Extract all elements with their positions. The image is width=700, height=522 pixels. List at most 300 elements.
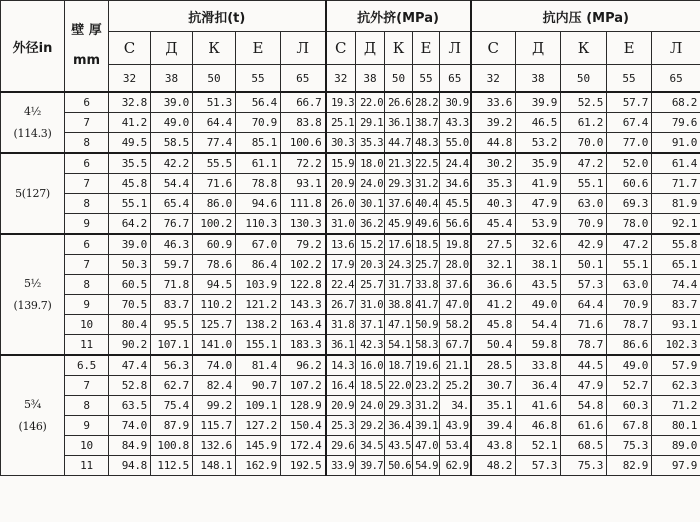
collapse-resistance-cell: 47.0 (440, 295, 471, 315)
collapse-resistance-cell: 36.2 (356, 214, 385, 235)
collapse-resistance-cell: 24.4 (440, 153, 471, 174)
slip-resistance-cell: 107.1 (151, 335, 193, 356)
burst-pressure-cell: 68.2 (652, 92, 700, 113)
slip-resistance-cell: 83.7 (151, 295, 193, 315)
slip-resistance-cell: 64.4 (193, 113, 236, 133)
burst-pressure-cell: 74.4 (652, 275, 700, 295)
collapse-resistance-cell: 14.3 (326, 355, 356, 376)
slip-resistance-cell: 109.1 (236, 396, 281, 416)
wall-thickness-cell: 8 (65, 194, 109, 214)
burst-pressure-cell: 46.5 (516, 113, 561, 133)
outer-diameter-header: 外径in (1, 1, 65, 93)
collapse-resistance-cell: 50.9 (413, 315, 440, 335)
table-row (1, 315, 700, 335)
slip-resistance-cell: 60.9 (193, 234, 236, 255)
group-header-slip: 抗滑扣(t) (109, 1, 326, 32)
burst-pressure-cell: 63.0 (607, 275, 652, 295)
collapse-resistance-cell: 25.2 (440, 376, 471, 396)
burst-pressure-cell: 60.3 (607, 396, 652, 416)
slip-resistance-cell: 62.7 (151, 376, 193, 396)
slip-resistance-cell: 122.8 (281, 275, 326, 295)
grade-code: 50 (561, 65, 607, 93)
burst-pressure-cell: 39.4 (471, 416, 516, 436)
burst-pressure-cell: 47.9 (561, 376, 607, 396)
wall-thickness-cell: 7 (65, 174, 109, 194)
slip-resistance-cell: 78.6 (193, 255, 236, 275)
burst-pressure-cell: 54.8 (561, 396, 607, 416)
wall-thickness-cell: 11 (65, 456, 109, 476)
collapse-resistance-cell: 31.0 (356, 295, 385, 315)
table-row (1, 355, 700, 376)
burst-pressure-cell: 36.6 (471, 275, 516, 295)
collapse-resistance-cell: 22.0 (356, 92, 385, 113)
burst-pressure-cell: 55.8 (652, 234, 700, 255)
burst-pressure-cell: 55.1 (561, 174, 607, 194)
collapse-resistance-cell: 54.9 (413, 456, 440, 476)
collapse-resistance-cell: 21.3 (385, 153, 413, 174)
burst-pressure-cell: 33.8 (516, 355, 561, 376)
burst-pressure-cell: 61.4 (652, 153, 700, 174)
slip-resistance-cell: 96.2 (281, 355, 326, 376)
table-row (1, 92, 700, 113)
collapse-resistance-cell: 18.5 (356, 376, 385, 396)
burst-pressure-cell: 41.6 (516, 396, 561, 416)
grade-code: 65 (652, 65, 700, 93)
wall-thickness-cell: 10 (65, 315, 109, 335)
burst-pressure-cell: 71.2 (652, 396, 700, 416)
slip-resistance-cell: 80.4 (109, 315, 151, 335)
grade-code: 65 (281, 65, 326, 93)
collapse-resistance-cell: 26.6 (385, 92, 413, 113)
outer-diameter-line: (139.7) (13, 298, 52, 312)
wall-thickness-cell: 8 (65, 133, 109, 154)
slip-resistance-cell: 49.5 (109, 133, 151, 154)
burst-pressure-cell: 48.2 (471, 456, 516, 476)
slip-resistance-cell: 66.7 (281, 92, 326, 113)
collapse-resistance-cell: 19.6 (413, 355, 440, 376)
burst-pressure-cell: 32.6 (516, 234, 561, 255)
collapse-resistance-cell: 36.4 (385, 416, 413, 436)
grade-code: 55 (607, 65, 652, 93)
burst-pressure-cell: 54.4 (516, 315, 561, 335)
burst-pressure-cell: 79.6 (652, 113, 700, 133)
collapse-resistance-cell: 22.5 (413, 153, 440, 174)
burst-pressure-cell: 57.7 (607, 92, 652, 113)
slip-resistance-cell: 56.3 (151, 355, 193, 376)
burst-pressure-cell: 86.6 (607, 335, 652, 356)
collapse-resistance-cell: 26.7 (326, 295, 356, 315)
grade-header: К (561, 32, 607, 65)
wall-thickness-cell: 8 (65, 275, 109, 295)
collapse-resistance-cell: 19.3 (326, 92, 356, 113)
burst-pressure-cell: 44.5 (561, 355, 607, 376)
slip-resistance-cell: 145.9 (236, 436, 281, 456)
burst-pressure-cell: 30.7 (471, 376, 516, 396)
slip-resistance-cell: 100.2 (193, 214, 236, 235)
outer-diameter-cell (1, 153, 65, 234)
collapse-resistance-cell: 25.7 (356, 275, 385, 295)
burst-pressure-cell: 33.6 (471, 92, 516, 113)
slip-resistance-cell: 128.9 (281, 396, 326, 416)
table-row (1, 234, 700, 255)
collapse-resistance-cell: 38.7 (413, 113, 440, 133)
collapse-resistance-cell: 24.0 (356, 396, 385, 416)
slip-resistance-cell: 81.4 (236, 355, 281, 376)
slip-resistance-cell: 46.3 (151, 234, 193, 255)
collapse-resistance-cell: 43.5 (385, 436, 413, 456)
collapse-resistance-cell: 29.3 (385, 396, 413, 416)
grade-header: С (109, 32, 151, 65)
burst-pressure-cell: 70.9 (607, 295, 652, 315)
collapse-resistance-cell: 58.3 (413, 335, 440, 356)
table-row (1, 396, 700, 416)
collapse-resistance-cell: 31.8 (326, 315, 356, 335)
burst-pressure-cell: 69.3 (607, 194, 652, 214)
slip-resistance-cell: 99.2 (193, 396, 236, 416)
collapse-resistance-cell: 55.0 (440, 133, 471, 154)
slip-resistance-cell: 94.8 (109, 456, 151, 476)
collapse-resistance-cell: 26.0 (326, 194, 356, 214)
burst-pressure-cell: 78.7 (561, 335, 607, 356)
wall-thickness-cell: 6.5 (65, 355, 109, 376)
collapse-resistance-cell: 15.9 (326, 153, 356, 174)
slip-resistance-cell: 94.5 (193, 275, 236, 295)
collapse-resistance-cell: 45.9 (385, 214, 413, 235)
wall-thickness-cell: 9 (65, 416, 109, 436)
collapse-resistance-cell: 23.2 (413, 376, 440, 396)
table-row (1, 214, 700, 235)
slip-resistance-cell: 58.5 (151, 133, 193, 154)
wall-thickness-cell: 9 (65, 295, 109, 315)
table-row (1, 436, 700, 456)
burst-pressure-cell: 28.5 (471, 355, 516, 376)
slip-resistance-cell: 49.0 (151, 113, 193, 133)
slip-resistance-cell: 55.1 (109, 194, 151, 214)
table-row (1, 194, 700, 214)
collapse-resistance-cell: 16.4 (326, 376, 356, 396)
collapse-resistance-cell: 56.6 (440, 214, 471, 235)
grade-code: 65 (440, 65, 471, 93)
slip-resistance-cell: 35.5 (109, 153, 151, 174)
burst-pressure-cell: 83.7 (652, 295, 700, 315)
grade-header: К (385, 32, 413, 65)
burst-pressure-cell: 92.1 (652, 214, 700, 235)
grade-header: Л (440, 32, 471, 65)
collapse-resistance-cell: 25.7 (413, 255, 440, 275)
burst-pressure-cell: 93.1 (652, 315, 700, 335)
table-header (1, 1, 700, 93)
collapse-resistance-cell: 24.3 (385, 255, 413, 275)
burst-pressure-cell: 78.0 (607, 214, 652, 235)
slip-resistance-cell: 143.3 (281, 295, 326, 315)
burst-pressure-cell: 67.4 (607, 113, 652, 133)
collapse-resistance-cell: 47.1 (385, 315, 413, 335)
burst-pressure-cell: 35.9 (516, 153, 561, 174)
grade-header: Е (236, 32, 281, 65)
collapse-resistance-cell: 34. (440, 396, 471, 416)
slip-resistance-cell: 70.5 (109, 295, 151, 315)
slip-resistance-cell: 60.5 (109, 275, 151, 295)
wall-thickness-cell: 8 (65, 396, 109, 416)
grade-header: Д (151, 32, 193, 65)
collapse-resistance-cell: 36.1 (326, 335, 356, 356)
collapse-resistance-cell: 34.5 (356, 436, 385, 456)
slip-resistance-cell: 110.2 (193, 295, 236, 315)
burst-pressure-cell: 27.5 (471, 234, 516, 255)
slip-resistance-cell: 71.8 (151, 275, 193, 295)
collapse-resistance-cell: 29.2 (356, 416, 385, 436)
collapse-resistance-cell: 62.9 (440, 456, 471, 476)
burst-pressure-cell: 53.2 (516, 133, 561, 154)
grade-code: 32 (326, 65, 356, 93)
burst-pressure-cell: 45.4 (471, 214, 516, 235)
burst-pressure-cell: 47.2 (561, 153, 607, 174)
slip-resistance-cell: 32.8 (109, 92, 151, 113)
collapse-resistance-cell: 30.1 (356, 194, 385, 214)
collapse-resistance-cell: 15.2 (356, 234, 385, 255)
burst-pressure-cell: 50.4 (471, 335, 516, 356)
burst-pressure-cell: 64.4 (561, 295, 607, 315)
grade-code: 50 (193, 65, 236, 93)
burst-pressure-cell: 36.4 (516, 376, 561, 396)
wall-thickness-cell: 11 (65, 335, 109, 356)
burst-pressure-cell: 42.9 (561, 234, 607, 255)
burst-pressure-cell: 50.1 (561, 255, 607, 275)
slip-resistance-cell: 71.6 (193, 174, 236, 194)
collapse-resistance-cell: 54.1 (385, 335, 413, 356)
slip-resistance-cell: 67.0 (236, 234, 281, 255)
collapse-resistance-cell: 17.6 (385, 234, 413, 255)
slip-resistance-cell: 107.2 (281, 376, 326, 396)
collapse-resistance-cell: 22.0 (385, 376, 413, 396)
burst-pressure-cell: 38.1 (516, 255, 561, 275)
burst-pressure-cell: 46.8 (516, 416, 561, 436)
collapse-resistance-cell: 37.6 (440, 275, 471, 295)
burst-pressure-cell: 65.1 (652, 255, 700, 275)
collapse-resistance-cell: 25.3 (326, 416, 356, 436)
slip-resistance-cell: 111.8 (281, 194, 326, 214)
collapse-resistance-cell: 28.0 (440, 255, 471, 275)
outer-diameter-line: (114.3) (13, 126, 52, 140)
slip-resistance-cell: 115.7 (193, 416, 236, 436)
burst-pressure-cell: 61.6 (561, 416, 607, 436)
collapse-resistance-cell: 40.4 (413, 194, 440, 214)
collapse-resistance-cell: 30.9 (440, 92, 471, 113)
table-row (1, 376, 700, 396)
slip-resistance-cell: 87.9 (151, 416, 193, 436)
table-row (1, 416, 700, 436)
collapse-resistance-cell: 36.1 (385, 113, 413, 133)
collapse-resistance-cell: 16.0 (356, 355, 385, 376)
slip-resistance-cell: 130.3 (281, 214, 326, 235)
outer-diameter-cell (1, 234, 65, 355)
burst-pressure-cell: 49.0 (516, 295, 561, 315)
grade-code: 55 (413, 65, 440, 93)
burst-pressure-cell: 97.9 (652, 456, 700, 476)
collapse-resistance-cell: 24.0 (356, 174, 385, 194)
slip-resistance-cell: 94.6 (236, 194, 281, 214)
slip-resistance-cell: 121.2 (236, 295, 281, 315)
slip-resistance-cell: 125.7 (193, 315, 236, 335)
burst-pressure-cell: 89.0 (652, 436, 700, 456)
grade-code: 38 (151, 65, 193, 93)
wall-thickness-cell: 6 (65, 234, 109, 255)
slip-resistance-cell: 72.2 (281, 153, 326, 174)
collapse-resistance-cell: 38.8 (385, 295, 413, 315)
slip-resistance-cell: 39.0 (151, 92, 193, 113)
slip-resistance-cell: 78.8 (236, 174, 281, 194)
slip-resistance-cell: 155.1 (236, 335, 281, 356)
collapse-resistance-cell: 30.3 (326, 133, 356, 154)
slip-resistance-cell: 95.5 (151, 315, 193, 335)
slip-resistance-cell: 110.3 (236, 214, 281, 235)
burst-pressure-cell: 57.3 (516, 456, 561, 476)
slip-resistance-cell: 59.7 (151, 255, 193, 275)
slip-resistance-cell: 42.2 (151, 153, 193, 174)
collapse-resistance-cell: 39.7 (356, 456, 385, 476)
slip-resistance-cell: 86.0 (193, 194, 236, 214)
slip-resistance-cell: 192.5 (281, 456, 326, 476)
collapse-resistance-cell: 18.5 (413, 234, 440, 255)
slip-resistance-cell: 51.3 (193, 92, 236, 113)
grade-header: Л (281, 32, 326, 65)
collapse-resistance-cell: 37.6 (385, 194, 413, 214)
collapse-resistance-cell: 33.8 (413, 275, 440, 295)
wall-thickness-cell: 7 (65, 255, 109, 275)
burst-pressure-cell: 62.3 (652, 376, 700, 396)
slip-resistance-cell: 74.0 (193, 355, 236, 376)
outer-diameter-line: 4½ (23, 104, 42, 118)
table-row (1, 113, 700, 133)
slip-resistance-cell: 100.6 (281, 133, 326, 154)
collapse-resistance-cell: 22.4 (326, 275, 356, 295)
burst-pressure-cell: 35.1 (471, 396, 516, 416)
grade-header: С (471, 32, 516, 65)
burst-pressure-cell: 39.9 (516, 92, 561, 113)
table-row (1, 153, 700, 174)
table-row (1, 255, 700, 275)
collapse-resistance-cell: 49.6 (413, 214, 440, 235)
collapse-resistance-cell: 20.9 (326, 396, 356, 416)
burst-pressure-cell: 41.9 (516, 174, 561, 194)
burst-pressure-cell: 77.0 (607, 133, 652, 154)
slip-resistance-cell: 65.4 (151, 194, 193, 214)
grade-header: С (326, 32, 356, 65)
slip-resistance-cell: 61.1 (236, 153, 281, 174)
slip-resistance-cell: 56.4 (236, 92, 281, 113)
collapse-resistance-cell: 29.1 (356, 113, 385, 133)
burst-pressure-cell: 57.3 (561, 275, 607, 295)
burst-pressure-cell: 70.9 (561, 214, 607, 235)
wall-thickness-cell: 7 (65, 113, 109, 133)
collapse-resistance-cell: 29.6 (326, 436, 356, 456)
grade-code: 55 (236, 65, 281, 93)
slip-resistance-cell: 162.9 (236, 456, 281, 476)
slip-resistance-cell: 55.5 (193, 153, 236, 174)
burst-pressure-cell: 68.5 (561, 436, 607, 456)
burst-pressure-cell: 78.7 (607, 315, 652, 335)
slip-resistance-cell: 41.2 (109, 113, 151, 133)
slip-resistance-cell: 63.5 (109, 396, 151, 416)
burst-pressure-cell: 41.2 (471, 295, 516, 315)
outer-diameter-line: (146) (18, 419, 47, 433)
burst-pressure-cell: 43.5 (516, 275, 561, 295)
collapse-resistance-cell: 18.0 (356, 153, 385, 174)
grade-header: Д (356, 32, 385, 65)
grade-header: Д (516, 32, 561, 65)
outer-diameter-line: 5(127) (15, 186, 50, 200)
burst-pressure-cell: 52.0 (607, 153, 652, 174)
outer-diameter-cell (1, 92, 65, 153)
slip-resistance-cell: 79.2 (281, 234, 326, 255)
burst-pressure-cell: 39.2 (471, 113, 516, 133)
grade-code: 50 (385, 65, 413, 93)
collapse-resistance-cell: 29.3 (385, 174, 413, 194)
slip-resistance-cell: 83.8 (281, 113, 326, 133)
grade-header: Л (652, 32, 700, 65)
collapse-resistance-cell: 21.1 (440, 355, 471, 376)
collapse-resistance-cell: 43.3 (440, 113, 471, 133)
slip-resistance-cell: 150.4 (281, 416, 326, 436)
burst-pressure-cell: 102.3 (652, 335, 700, 356)
burst-pressure-cell: 60.6 (607, 174, 652, 194)
slip-resistance-cell: 138.2 (236, 315, 281, 335)
collapse-resistance-cell: 25.1 (326, 113, 356, 133)
slip-resistance-cell: 84.9 (109, 436, 151, 456)
slip-resistance-cell: 70.9 (236, 113, 281, 133)
collapse-resistance-cell: 41.7 (413, 295, 440, 315)
wall-thickness-cell: 6 (65, 153, 109, 174)
slip-resistance-cell: 141.0 (193, 335, 236, 356)
grade-code: 38 (516, 65, 561, 93)
collapse-resistance-cell: 17.9 (326, 255, 356, 275)
burst-pressure-cell: 49.0 (607, 355, 652, 376)
burst-pressure-cell: 55.1 (607, 255, 652, 275)
collapse-resistance-cell: 35.3 (356, 133, 385, 154)
slip-resistance-cell: 163.4 (281, 315, 326, 335)
table-row (1, 133, 700, 154)
burst-pressure-cell: 30.2 (471, 153, 516, 174)
burst-pressure-cell: 32.1 (471, 255, 516, 275)
slip-resistance-cell: 86.4 (236, 255, 281, 275)
collapse-resistance-cell: 50.6 (385, 456, 413, 476)
grade-header: Е (607, 32, 652, 65)
burst-pressure-cell: 35.3 (471, 174, 516, 194)
collapse-resistance-cell: 42.3 (356, 335, 385, 356)
outer-diameter-cell (1, 355, 65, 476)
burst-pressure-cell: 82.9 (607, 456, 652, 476)
slip-resistance-cell: 45.8 (109, 174, 151, 194)
group-header-collapse: 抗外挤(MPa) (326, 1, 471, 32)
burst-pressure-cell: 70.0 (561, 133, 607, 154)
collapse-resistance-cell: 67.7 (440, 335, 471, 356)
collapse-resistance-cell: 47.0 (413, 436, 440, 456)
burst-pressure-cell: 71.7 (652, 174, 700, 194)
slip-resistance-cell: 127.2 (236, 416, 281, 436)
slip-resistance-cell: 132.6 (193, 436, 236, 456)
collapse-resistance-cell: 18.7 (385, 355, 413, 376)
burst-pressure-cell: 75.3 (561, 456, 607, 476)
slip-resistance-cell: 52.8 (109, 376, 151, 396)
collapse-resistance-cell: 13.6 (326, 234, 356, 255)
burst-pressure-cell: 53.9 (516, 214, 561, 235)
collapse-resistance-cell: 53.4 (440, 436, 471, 456)
collapse-resistance-cell: 58.2 (440, 315, 471, 335)
grade-code: 38 (356, 65, 385, 93)
burst-pressure-cell: 47.9 (516, 194, 561, 214)
outer-diameter-line: 5¾ (23, 397, 42, 411)
slip-resistance-cell: 54.4 (151, 174, 193, 194)
